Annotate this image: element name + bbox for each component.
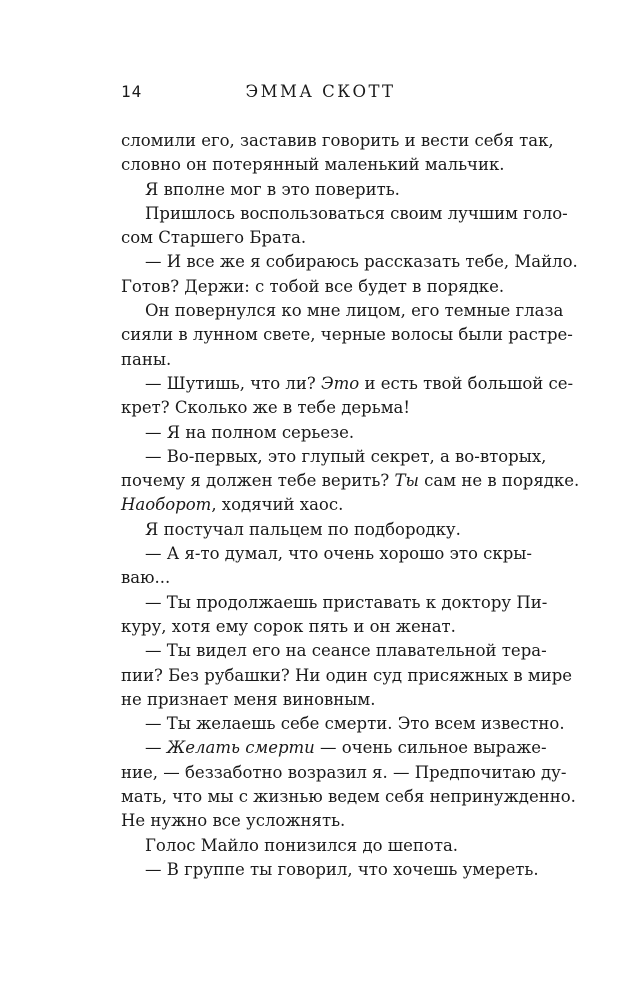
running-head	[121, 80, 520, 104]
text-run: — очень сильное выраже-	[314, 738, 547, 758]
text-run: —	[145, 738, 167, 758]
text-line	[121, 858, 539, 882]
page-number: 14	[121, 82, 143, 101]
text-line	[121, 153, 520, 177]
text-line	[121, 348, 520, 372]
text-line	[121, 785, 576, 809]
text-line	[121, 493, 520, 517]
text-run: пии? Без рубашки? Ни один суд присяжных в мире	[121, 665, 573, 685]
text-run: — Во-первых, это глупый секрет, а во-вторых,	[145, 446, 547, 466]
text-line	[121, 250, 578, 274]
text-run: Я вполне мог в это поверить.	[145, 179, 400, 199]
text-run: не признает меня виновным.	[121, 689, 376, 709]
text-line	[121, 178, 520, 202]
italic-text: Это	[321, 373, 360, 393]
book-title: ЭММА СКОТТ	[245, 82, 396, 101]
italic-text: Желать смерти	[166, 738, 315, 758]
text-run: , ходячий хаос.	[211, 495, 344, 515]
text-line	[121, 202, 568, 226]
text-line	[121, 736, 547, 760]
text-line	[121, 712, 565, 736]
text-run: паны.	[121, 349, 172, 369]
text-run: — А я-то думал, что очень хорошо это скры-	[145, 544, 532, 564]
text-line	[121, 834, 520, 858]
text-run: и есть твой большой се-	[359, 373, 574, 393]
text-line	[121, 323, 573, 347]
text-run: Я постучал пальцем по подбородку.	[145, 519, 461, 539]
text-run: сам не в порядке.	[418, 471, 580, 491]
text-run: Готов? Держи: с тобой все будет в порядке.	[121, 276, 505, 296]
text-run: сияли в лунном свете, черные волосы были растре-	[121, 325, 573, 345]
text-run: ние, — беззаботно возразил я. — Предпочитаю ду-	[121, 762, 567, 782]
text-run: Он повернулся ко мне лицом, его темные глаза	[145, 301, 564, 321]
text-line	[121, 469, 580, 493]
text-run: Голос Майло понизился до шепота.	[145, 835, 459, 855]
text-line	[121, 518, 520, 542]
text-line	[121, 615, 520, 639]
text-run: — Ты желаешь себе смерти. Это всем известно.	[145, 714, 565, 734]
text-line	[121, 591, 548, 615]
text-line	[121, 421, 520, 445]
text-line	[121, 809, 520, 833]
text-run: сом Старшего Брата.	[121, 228, 307, 248]
text-run: Пришлось воспользоваться своим лучшим голо-	[145, 203, 568, 223]
text-line	[121, 445, 547, 469]
text-run: — В группе ты говорил, что хочешь умереть.	[145, 859, 539, 879]
text-line	[121, 372, 574, 396]
text-run: — И все же я собираюсь рассказать тебе, Майло.	[145, 252, 578, 272]
italic-text: Наоборот	[121, 495, 212, 515]
text-line	[121, 688, 520, 712]
text-run: мать, что мы с жизнью ведем себя непринужденно.	[121, 787, 576, 807]
text-line	[121, 299, 564, 323]
text-run: почему я должен тебе верить?	[121, 471, 395, 491]
text-run: сломили его, заставив говорить и вести себя так,	[121, 131, 554, 150]
text-run: крет? Сколько же в тебе дерьма!	[121, 398, 411, 418]
text-line	[121, 396, 520, 420]
text-run: — Ты видел его на сеансе плавательной тера-	[145, 641, 547, 661]
text-line	[121, 129, 554, 153]
text-line	[121, 566, 520, 590]
text-run: куру, хотя ему сорок пять и он женат.	[121, 616, 456, 636]
text-line	[121, 639, 547, 663]
text-run: — Ты продолжаешь приставать к доктору Пи-	[145, 592, 548, 612]
text-run: Не нужно все усложнять.	[121, 811, 346, 831]
text-run: ваю...	[121, 568, 171, 588]
text-line	[121, 664, 573, 688]
text-line	[121, 275, 520, 299]
text-run: — Я на полном серьезе.	[145, 422, 355, 442]
text-line	[121, 761, 567, 785]
text-line	[121, 542, 532, 566]
italic-text: Ты	[394, 471, 419, 491]
text-run: — Шутишь, что ли?	[145, 373, 322, 393]
text-line	[121, 226, 520, 250]
text-body	[121, 129, 580, 882]
text-run: словно он потерянный маленький мальчик.	[121, 155, 505, 175]
